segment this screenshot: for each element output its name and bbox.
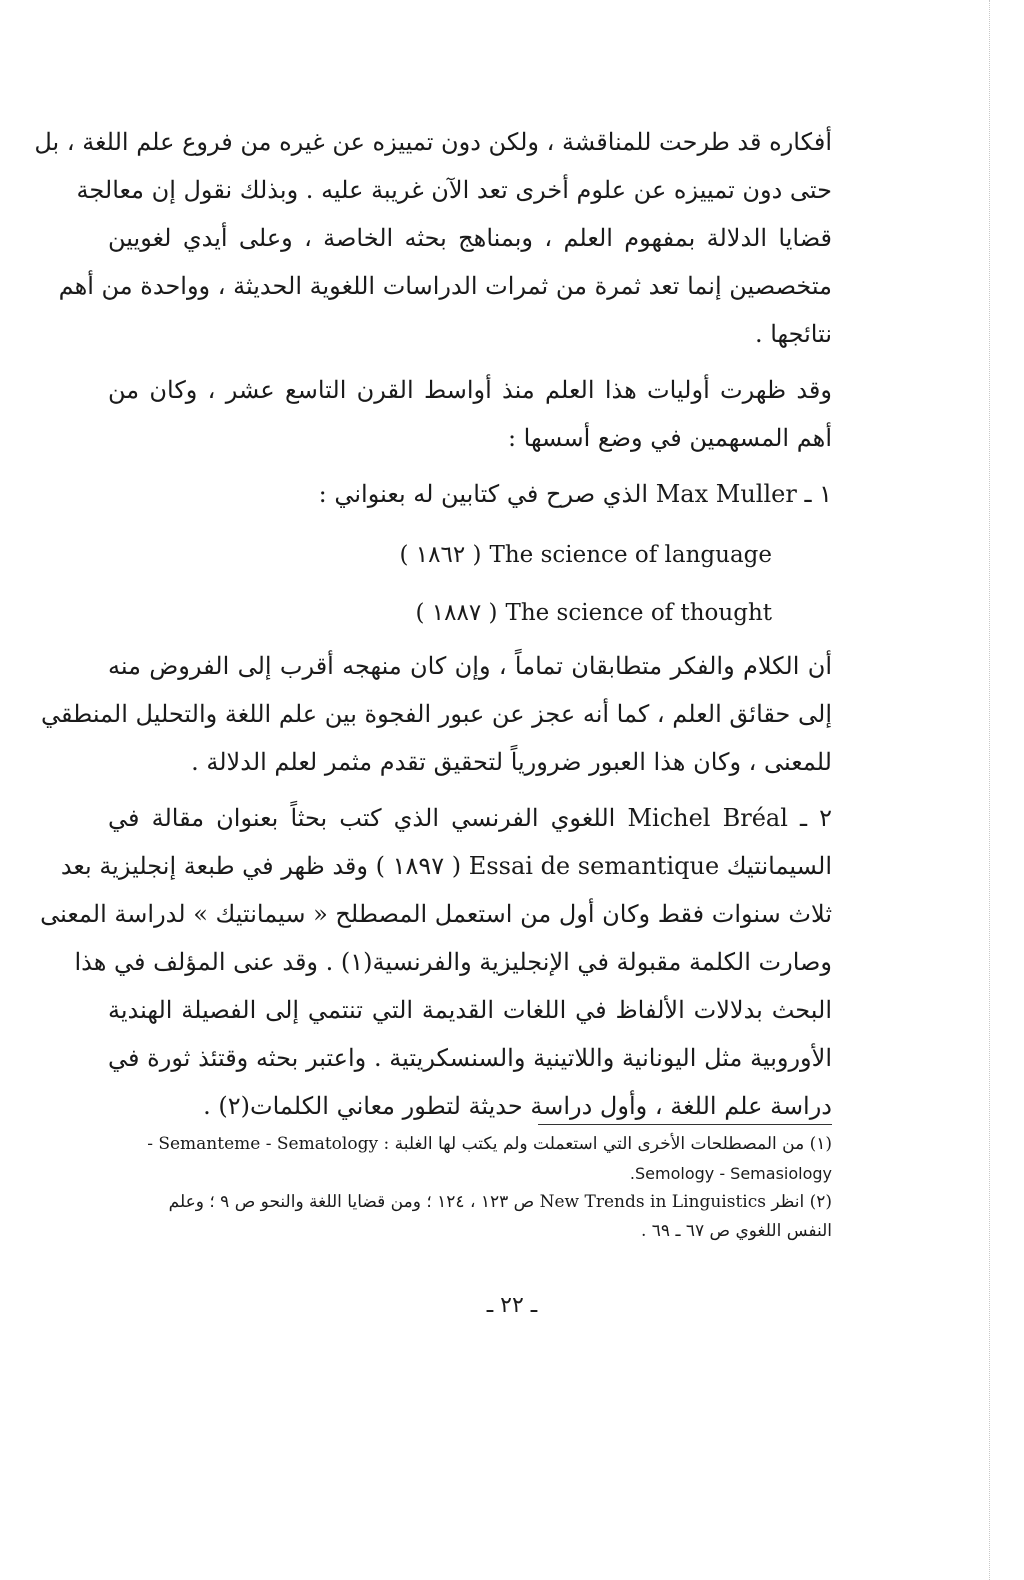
text-line: إلى حقائق العلم ، كما أنه عجز عن عبور الفجوة بين علم اللغة والتحليل المنطقي xyxy=(40,700,832,728)
text-line: وصارت الكلمة مقبولة في الإنجليزية والفرنسية(١) . وقد عنى المؤلف في هذا xyxy=(74,948,832,976)
paragraph-1 xyxy=(34,118,832,358)
text-line: للمعنى ، وكان هذا العبور ضرورياً لتحقيق تقدم مثمر لعلم الدلالة . xyxy=(191,748,832,776)
text-line: ثلاث سنوات فقط وكان أول من استعمل المصطلح « سيمانتيك » لدراسة المعنى xyxy=(40,900,832,928)
list-item-michel-breal xyxy=(40,794,833,1130)
text-line: أهم المسهمين في وضع أسسها : xyxy=(507,424,832,452)
book-title: The science of thought xyxy=(505,600,772,626)
text-line: الأوروبية مثل اليونانية واللاتينية والسنسكريتية . واعتبر بحثه وقتئذ ثورة في xyxy=(108,1044,832,1072)
text-line: نتائجها . xyxy=(754,320,832,348)
text-line: حتى دون تمييزه عن علوم أخرى تعد الآن غريبة عليه . وبذلك نقول إن معالجة xyxy=(76,176,832,204)
text-line: متخصصين إنما تعد ثمرة من ثمرات الدراسات اللغوية الحديثة ، وواحدة من أهم xyxy=(58,272,832,300)
book-reference xyxy=(108,526,832,584)
page-edge-line xyxy=(988,0,990,1580)
footnote-divider xyxy=(538,1124,832,1125)
footnotes xyxy=(108,1130,832,1246)
text-line: ٢ ـ Michel Bréal اللغوي الفرنسي الذي كتب بحثاً بعنوان مقالة في xyxy=(108,804,833,832)
text-line: أن الكلام والفكر متطابقان تماماً ، وإن كان منهجه أقرب إلى الفروض منه xyxy=(108,652,832,680)
footnote-2-continuation: النفس اللغوي ص ٦٧ ـ ٦٩ . xyxy=(640,1221,832,1241)
text-line: قضايا الدلالة بمفهوم العلم ، وبمناهج بحثه الخاصة ، وعلى أيدي لغويين xyxy=(108,224,832,252)
text-line: ١ ـ Max Muller الذي صرح في كتابين له بعنواني : xyxy=(318,480,832,508)
main-text xyxy=(34,118,833,1138)
page-number: ـ ٢٢ ـ xyxy=(486,1293,538,1318)
paragraph-3 xyxy=(40,642,832,786)
text-line: دراسة علم اللغة ، وأول دراسة حديثة لتطور معاني الكلمات(٢) . xyxy=(203,1092,832,1120)
book-year: ( ١٨٨٧ ) xyxy=(415,600,498,626)
footnote-2: (٢) انظر New Trends in Linguistics ص ١٢٣ ، ١٢٤ ؛ ومن قضايا اللغة والنحو ص ٩ ؛ وعلم xyxy=(168,1192,832,1212)
footnote-1: (١) من المصطلحات الأخرى التي استعملت ولم يكتب لها الغلبة : Semanteme - Sematology - xyxy=(147,1134,832,1154)
text-line: أفكاره قد طرحت للمناقشة ، ولكن دون تمييزه عن غيره من فروع علم اللغة ، بل xyxy=(34,128,832,156)
footnote-1-continuation: Semology - Semasiology. xyxy=(629,1164,832,1183)
book-reference xyxy=(108,584,832,642)
text-line: البحث بدلالات الألفاظ في اللغات القديمة التي تنتمي إلى الفصيلة الهندية xyxy=(108,996,832,1024)
text-line: وقد ظهرت أوليات هذا العلم منذ أواسط القرن التاسع عشر ، وكان من xyxy=(108,376,832,404)
book-list xyxy=(108,526,832,642)
book-title: The science of language xyxy=(489,542,772,568)
text-line: السيمانتيك Essai de semantique ( ١٨٩٧ ) وقد ظهر في طبعة إنجليزية بعد xyxy=(60,852,832,880)
list-item-max-muller xyxy=(108,470,832,518)
book-year: ( ١٨٦٢ ) xyxy=(399,542,482,568)
paragraph-2 xyxy=(108,366,832,462)
